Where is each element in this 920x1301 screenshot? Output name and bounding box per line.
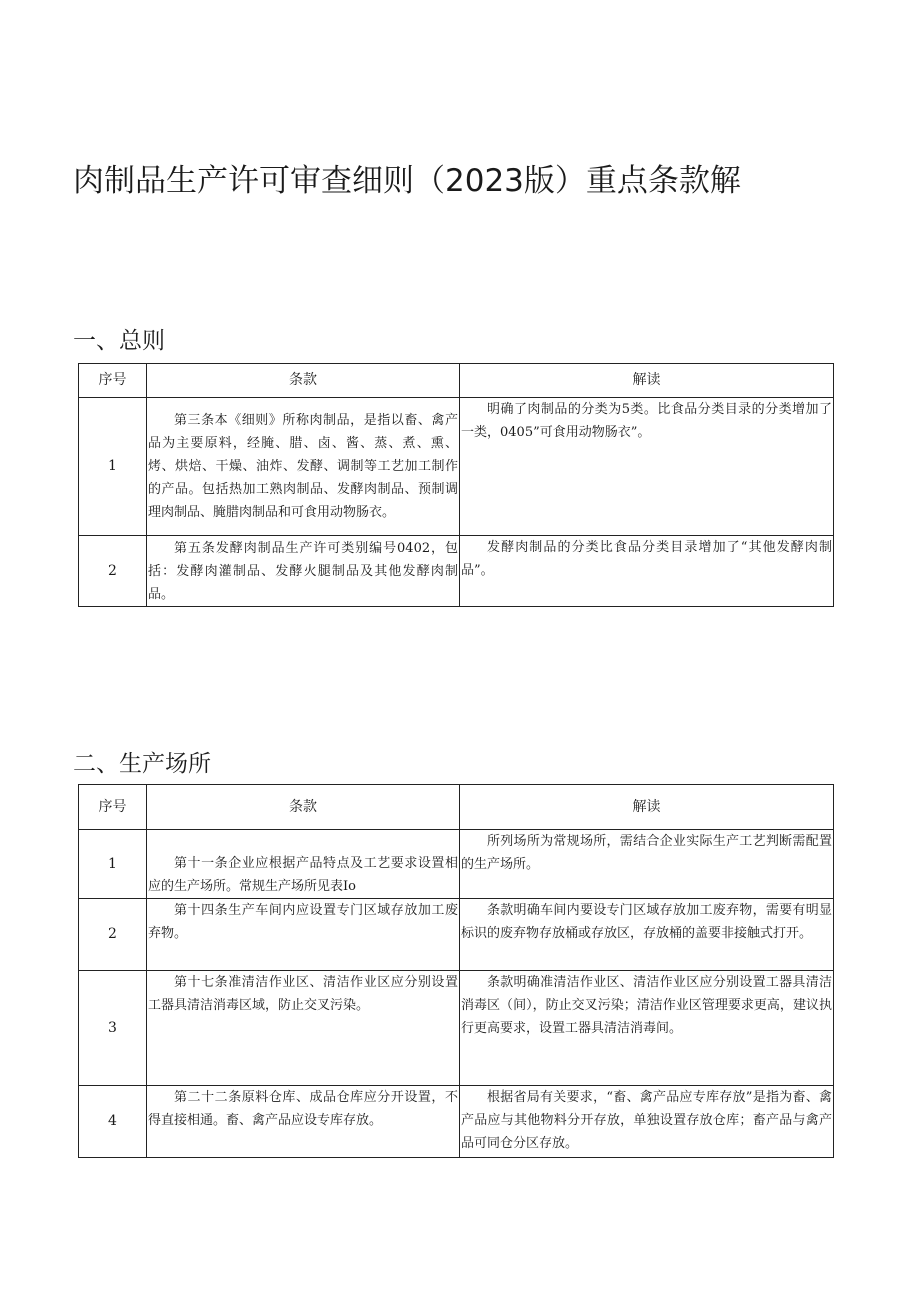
- interpretation-text: 发酵肉制品的分类比食品分类目录增加了“其他发酵肉制品”。: [460, 536, 834, 607]
- row-number: 2: [79, 536, 147, 607]
- section-heading-general: 一、总则: [73, 328, 165, 354]
- clause-text: 第五条发酵肉制品生产许可类别编号0402，包括：发酵肉灌制品、发酵火腿制品及其他发酵肉制品。: [147, 536, 460, 607]
- header-seq: 序号: [79, 364, 147, 398]
- header-interpretation: 解读: [460, 785, 834, 830]
- row-number: 3: [79, 971, 147, 1086]
- interpretation-text: 所列场所为常规场所，需结合企业实际生产工艺判断需配置的生产场所。: [460, 830, 834, 899]
- clause-text: 第十七条准清洁作业区、清洁作业区应分别设置工器具清洁消毒区域，防止交叉污染。: [147, 971, 460, 1086]
- table-row: [79, 398, 834, 536]
- interpretation-text: 条款明确车间内要设专门区域存放加工废弃物，需要有明显标识的废弃物存放桶或存放区，存放桶的盖要非接触式打开。: [460, 899, 834, 971]
- header-clause: 条款: [147, 364, 460, 398]
- production-site-table: [78, 784, 834, 1158]
- general-table: [78, 363, 834, 607]
- table-row: [79, 536, 834, 607]
- table-header-row: [79, 785, 834, 830]
- interpretation-text: 条款明确准清洁作业区、清洁作业区应分别设置工器具清洁消毒区（间），防止交叉污染；清洁作业区管理要求更高，建议执行更高要求，设置工器具清洁消毒间。: [460, 971, 834, 1086]
- clause-text: 第十四条生产车间内应设置专门区域存放加工废弃物。: [147, 899, 460, 971]
- table-row: [79, 830, 834, 899]
- page-title: 肉制品生产许可审查细则（2023版）重点条款解: [73, 163, 741, 199]
- header-clause: 条款: [147, 785, 460, 830]
- table-row: [79, 899, 834, 971]
- interpretation-text: 根据省局有关要求，“畜、禽产品应专库存放”是指为畜、禽产品应与其他物料分开存放，单独设置存放仓库；畜产品与禽产品可同仓分区存放。: [460, 1086, 834, 1158]
- clause-text: 第二十二条原料仓库、成品仓库应分开设置，不得直接相通。畜、禽产品应设专库存放。: [147, 1086, 460, 1158]
- interpretation-text: 明确了肉制品的分类为5类。比食品分类目录的分类增加了一类，0405”可食用动物肠衣”。: [460, 398, 834, 536]
- row-number: 4: [79, 1086, 147, 1158]
- header-seq: 序号: [79, 785, 147, 830]
- table-row: [79, 1086, 834, 1158]
- header-interpretation: 解读: [460, 364, 834, 398]
- table-header-row: [79, 364, 834, 398]
- clause-text: 第三条本《细则》所称肉制品，是指以畜、禽产品为主要原料，经腌、腊、卤、酱、蒸、煮、熏、烤、烘焙、干燥、油炸、发酵、调制等工艺加工制作的产品。包括热加工熟肉制品、发酵肉制品、预制调理肉制品、腌腊肉制品和可食用动物肠衣。: [147, 398, 460, 536]
- section-heading-production-site: 二、生产场所: [73, 751, 211, 777]
- table-row: [79, 971, 834, 1086]
- row-number: 1: [79, 398, 147, 536]
- clause-text: 第十一条企业应根据产品特点及工艺要求设置相应的生产场所。常规生产场所见表Io: [147, 830, 460, 899]
- row-number: 1: [79, 830, 147, 899]
- row-number: 2: [79, 899, 147, 971]
